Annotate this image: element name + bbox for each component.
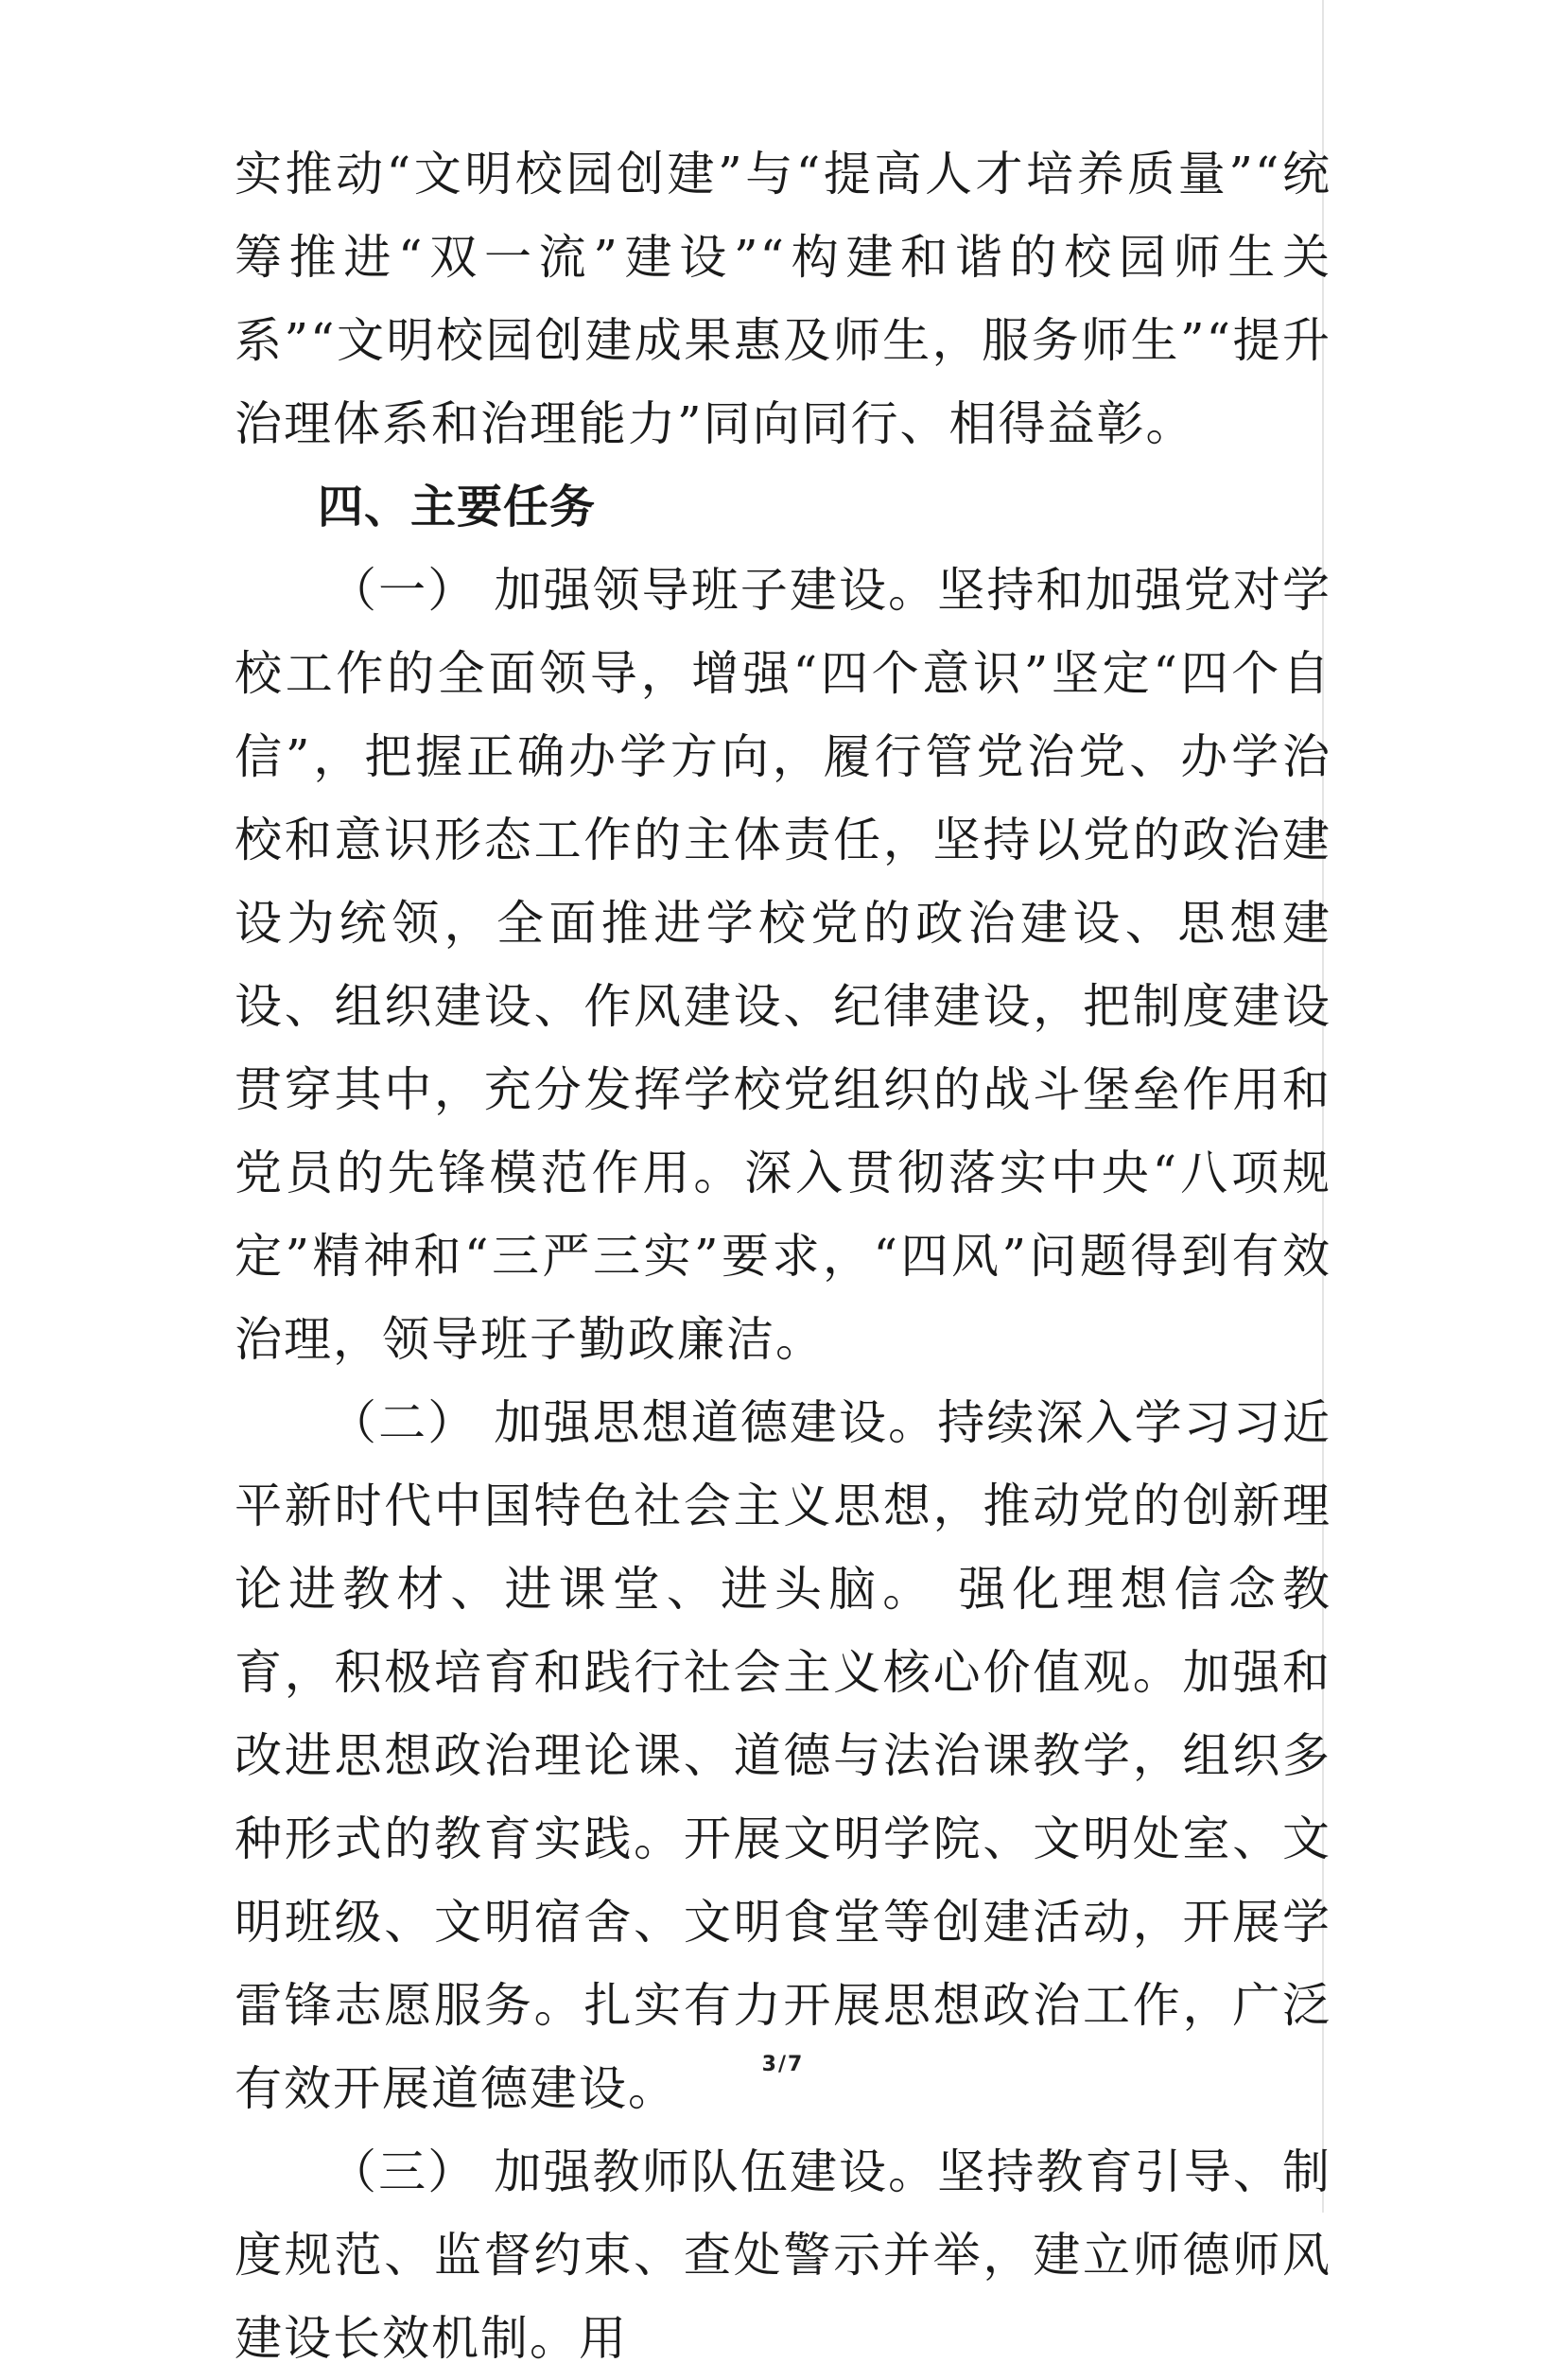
document-body (235, 132, 1331, 2380)
paragraph-continuation: 实推动“文明校园创建”与“提高人才培养质量”“统筹推进“双一流”建设”“构建和谐的校园师生关系”“文明校园创建成果惠及师生，服务师生”“提升治理体系和治理能力”同向同行、相得益彰。 (235, 147, 1331, 451)
paragraph-leadership: （一） 加强领导班子建设。坚持和加强党对学校工作的全面领导，增强“四个意识”坚定“四个自信”，把握正确办学方向，履行管党治党、办学治校和意识形态工作的主体责任，坚持以党的政治建设为统领，全面推进学校党的政治建设、思想建设、组织建设、作风建设、纪律建设，把制度建设贯穿其中，充分发挥学校党组织的战斗堡垒作用和党员的先锋模范作用。深入贯彻落实中央“八项规定”精神和“三严三实”要求，“四风”问题得到有效治理，领导班子勤政廉洁。 (235, 563, 1331, 1367)
paragraph-ideology: （二） 加强思想道德建设。持续深入学习习近平新时代中国特色社会主义思想，推动党的创新理论进教材、进课堂、进头脑。 强化理想信念教育，积极培育和践行社会主义核心价值观。加强和改进思想政治理论课、道德与法治课教学，组织多种形式的教育实践。开展文明学院、文明处室、文明班级、文明宿舍、文明食堂等创建活动，开展学雷锋志愿服务。扎实有力开展思想政治工作，广泛有效开展道德建设。 (235, 1395, 1331, 2116)
section-heading-main-tasks: 四、主要任务 (318, 481, 597, 534)
page-number: 3/7 (761, 2053, 805, 2076)
paragraph-teachers: （三） 加强教师队伍建设。坚持教育引导、制度规范、监督约束、查处警示并举，建立师德师风建设长效机制。用 (235, 2144, 1331, 2366)
